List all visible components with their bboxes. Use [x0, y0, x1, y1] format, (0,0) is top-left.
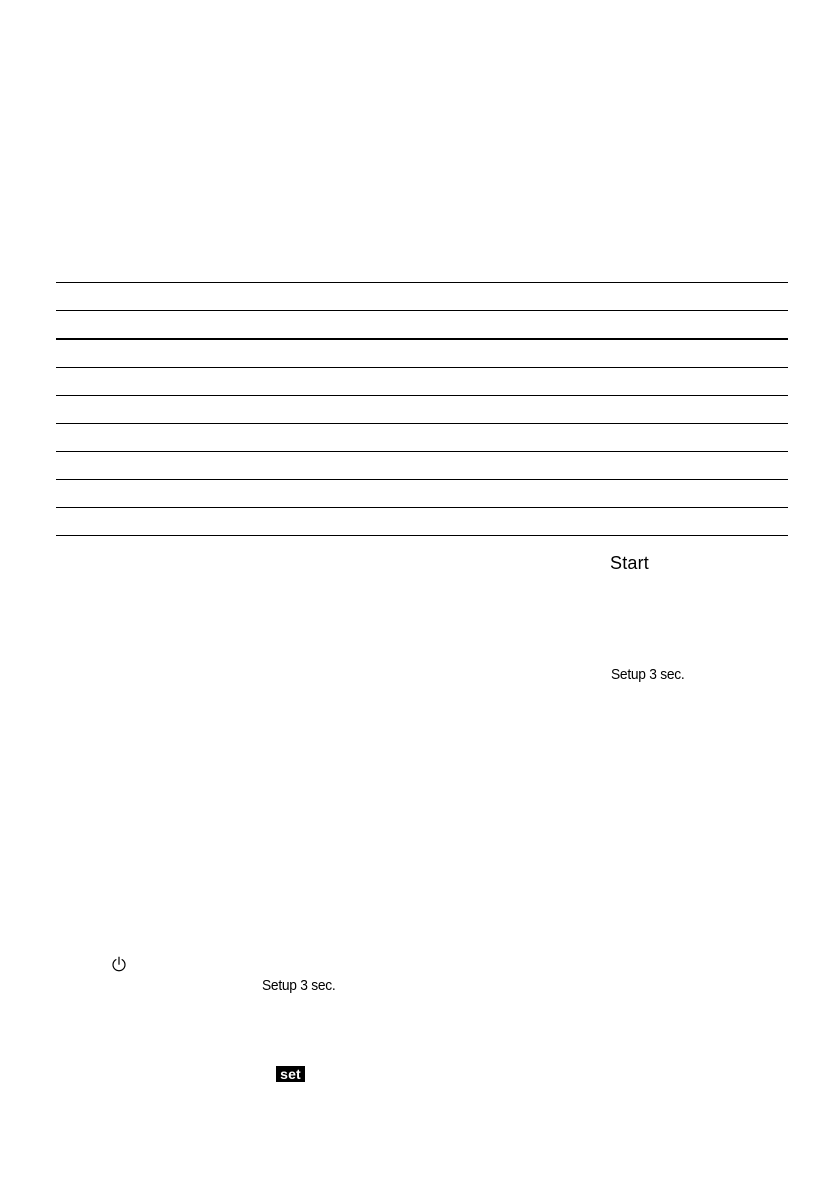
table-cell: [423, 452, 788, 480]
start-label: Start: [610, 553, 650, 573]
set-badge: set: [276, 1066, 305, 1082]
table-cell: [56, 424, 239, 452]
table-cell: [239, 339, 423, 368]
table-cell: [239, 480, 423, 508]
table-header-cell: [239, 283, 423, 311]
settings-table-container: [56, 282, 788, 536]
power-icon: [111, 956, 127, 973]
table-cell: [423, 339, 788, 368]
table-cell: [56, 368, 239, 396]
table-header-cell: [423, 311, 788, 340]
settings-table: [56, 282, 788, 536]
table-row: [56, 339, 788, 368]
table-cell: [239, 396, 423, 424]
table-body: [56, 339, 788, 536]
table-cell: [56, 339, 239, 368]
table-header-cell: [56, 283, 239, 311]
table-header-cell: [423, 283, 788, 311]
table-cell: [239, 424, 423, 452]
table-row: [56, 424, 788, 452]
table-header: [56, 283, 788, 340]
table-cell: [56, 452, 239, 480]
table-header-cell: [56, 311, 239, 340]
table-cell: [423, 368, 788, 396]
table-cell: [239, 368, 423, 396]
table-cell: [423, 396, 788, 424]
setup-3-sec-label-secondary: Setup 3 sec.: [262, 977, 336, 994]
table-cell: [239, 452, 423, 480]
table-cell: [56, 480, 239, 508]
table-cell: [423, 508, 788, 536]
table-row: [56, 452, 788, 480]
table-row: [56, 368, 788, 396]
table-cell: [56, 396, 239, 424]
table-row: [56, 508, 788, 536]
table-header-cell: [239, 311, 423, 340]
table-cell: [56, 508, 239, 536]
table-cell: [423, 424, 788, 452]
table-header-row: [56, 283, 788, 311]
setup-3-sec-label: Setup 3 sec.: [611, 666, 685, 683]
table-cell: [239, 508, 423, 536]
table-cell: [423, 480, 788, 508]
table-row: [56, 480, 788, 508]
table-row: [56, 396, 788, 424]
table-header-row: [56, 311, 788, 340]
